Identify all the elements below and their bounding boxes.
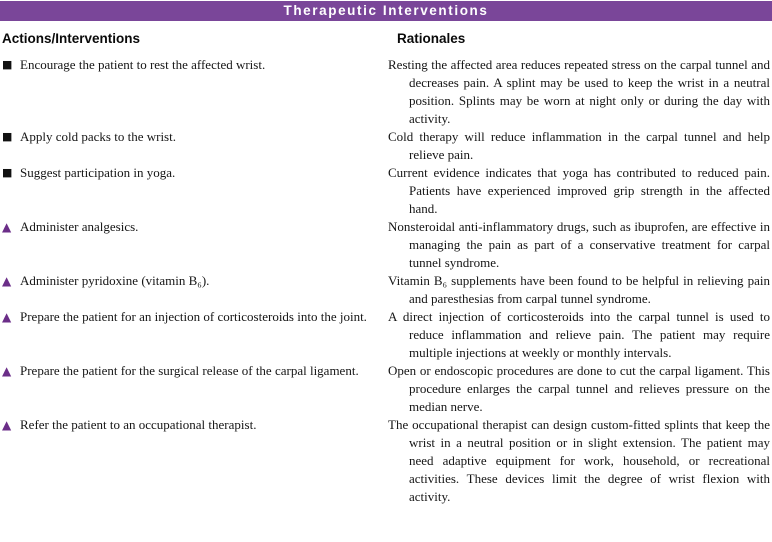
page-title: Therapeutic Interventions — [283, 3, 489, 18]
action-cell — [0, 128, 388, 146]
table-row — [0, 218, 772, 272]
rationale-text: Current evidence indicates that yoga has contributed to reduced pain. Patients have experienced improved grip strength in the affected hand. — [388, 165, 770, 216]
triangle-bullet-icon: ▲ — [2, 364, 12, 378]
rationale-text: The occupational therapist can design custom-fitted splints that keep the wrist in a neutral position or in slight extension. The patient may need adaptive equipment for work, household, or recreational activities. These devices limit the degree of wrist flexion with activity. — [388, 417, 770, 504]
triangle-bullet-icon: ▲ — [2, 310, 12, 324]
table-row — [0, 164, 772, 218]
table-row — [0, 56, 772, 128]
triangle-bullet-icon: ▲ — [2, 418, 12, 432]
action-text: Administer analgesics. — [20, 219, 139, 234]
action-cell — [0, 416, 388, 434]
action-cell — [0, 218, 388, 236]
action-text: Administer pyridoxine (vitamin B₆). — [20, 273, 210, 288]
rationale-text: Cold therapy will reduce inflammation in the carpal tunnel and help relieve pain. — [388, 129, 770, 162]
table-row — [0, 128, 772, 164]
action-cell — [0, 308, 388, 326]
table-row — [0, 308, 772, 362]
action-cell — [0, 272, 388, 290]
action-text: Suggest participation in yoga. — [20, 165, 176, 180]
action-text: Refer the patient to an occupational therapist. — [20, 417, 257, 432]
rationale-text: A direct injection of corticosteroids into the carpal tunnel is used to reduce inflammation and relieve pain. The patient may require multiple injections at weekly or monthly intervals. — [388, 309, 770, 360]
action-text: Prepare the patient for the surgical release of the carpal ligament. — [20, 363, 359, 378]
rationale-text: Vitamin B₆ supplements have been found to be helpful in relieving pain and paresthesias from carpal tunnel syndrome. — [388, 273, 770, 306]
rationale-text: Nonsteroidal anti-inflammatory drugs, such as ibuprofen, are effective in managing the pain as part of a conservative treatment for carpal tunnel syndrome. — [388, 219, 770, 270]
table-row — [0, 362, 772, 416]
column-header-actions: Actions/Interventions — [2, 31, 141, 46]
column-headers — [0, 31, 772, 47]
interventions-list — [0, 56, 772, 506]
triangle-bullet-icon: ▲ — [2, 220, 12, 234]
square-bullet-icon: ■ — [2, 166, 13, 179]
column-header-rationales: Rationales — [397, 31, 466, 46]
action-cell — [0, 362, 388, 380]
square-bullet-icon: ■ — [2, 130, 13, 143]
rationale-text: Open or endoscopic procedures are done to cut the carpal ligament. This procedure enlarges the carpal tunnel and relieves pressure on the median nerve. — [388, 363, 770, 414]
action-text: Encourage the patient to rest the affected wrist. — [20, 57, 266, 72]
table-title-bar — [0, 1, 772, 21]
triangle-bullet-icon: ▲ — [2, 274, 12, 288]
table-row — [0, 416, 772, 506]
square-bullet-icon: ■ — [2, 58, 13, 71]
action-cell — [0, 56, 388, 74]
action-text: Prepare the patient for an injection of corticosteroids into the joint. — [20, 309, 367, 324]
rationale-text: Resting the affected area reduces repeated stress on the carpal tunnel and decreases pain. A splint may be used to keep the wrist in a neutral position. Splints may be worn at night only or during the day with activity. — [388, 57, 770, 126]
action-cell — [0, 164, 388, 182]
action-text: Apply cold packs to the wrist. — [20, 129, 176, 144]
table-row — [0, 272, 772, 308]
